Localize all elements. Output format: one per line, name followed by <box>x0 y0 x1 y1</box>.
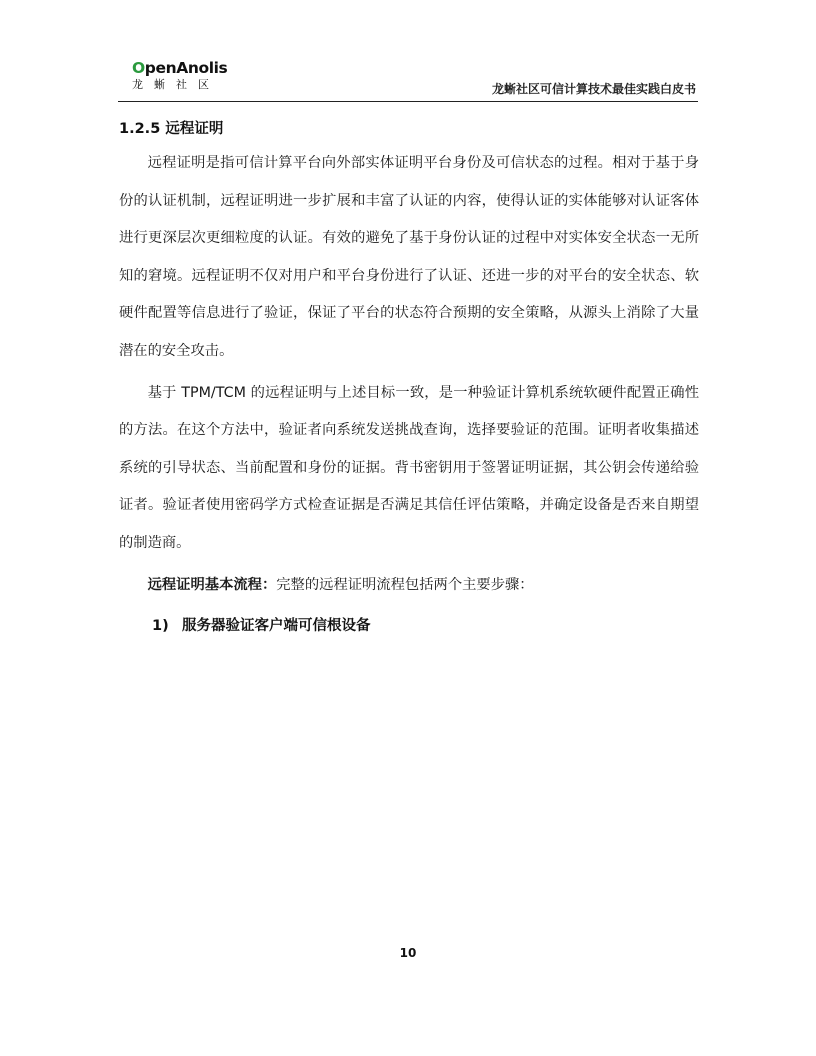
paragraph-remote-attestation-definition: 远程证明是指可信计算平台向外部实体证明平台身份及可信状态的过程。相对于基于身份的认证机制，远程证明进一步扩展和丰富了认证的内容，使得认证的实体能够对认证客体进行更深层次更细粒度的认证。有效的避免了基于身份认证的过程中对实体安全状态一无所知的窘境。远程证明不仅对用户和平台身份进行了认证、还进一步的对平台的安全状态、软硬件配置等信息进行了验证，保证了平台的状态符合预期的安全策略，从源头上消除了大量潜在的安全攻击。 <box>119 155 699 359</box>
logo-wordmark-text: penAnolis <box>144 59 228 77</box>
page-number: 10 <box>399 946 417 960</box>
paragraph-tpm-tcm-attestation: 基于 TPM/TCM 的远程证明与上述目标一致，是一种验证计算机系统软硬件配置正确性的方法。在这个方法中，验证者向系统发送挑战查询，选择要验证的范围。证明者收集描述系统的引导状态、当前配置和身份的证据。背书密钥用于签署证明证据，其公钥会传递给验证者。验证者使用密码学方式检查证据是否满足其信任评估策略，并确定设备是否来自期望的制造商。 <box>119 384 699 551</box>
list-item-marker: 1) <box>152 618 169 635</box>
logo-o-mark: O <box>132 59 145 77</box>
document-title: 龙蜥社区可信计算技术最佳实践白皮书 <box>491 82 696 96</box>
openanolis-logo <box>132 58 232 92</box>
logo-subtitle: 龙蜥社区 <box>132 78 220 91</box>
logo-wordmark <box>132 58 232 78</box>
section-heading: 1.2.5 远程证明 <box>119 121 224 137</box>
basic-flow-label: 远程证明基本流程： <box>147 576 277 593</box>
list-item-text: 服务器验证客户端可信根设备 <box>182 618 371 635</box>
page-content <box>119 115 699 644</box>
page-header <box>118 58 698 100</box>
header-divider <box>118 101 698 102</box>
paragraph-basic-flow <box>119 567 699 605</box>
list-item <box>119 608 699 644</box>
basic-flow-text: 完整的远程证明流程包括两个主要步骤： <box>276 576 534 593</box>
